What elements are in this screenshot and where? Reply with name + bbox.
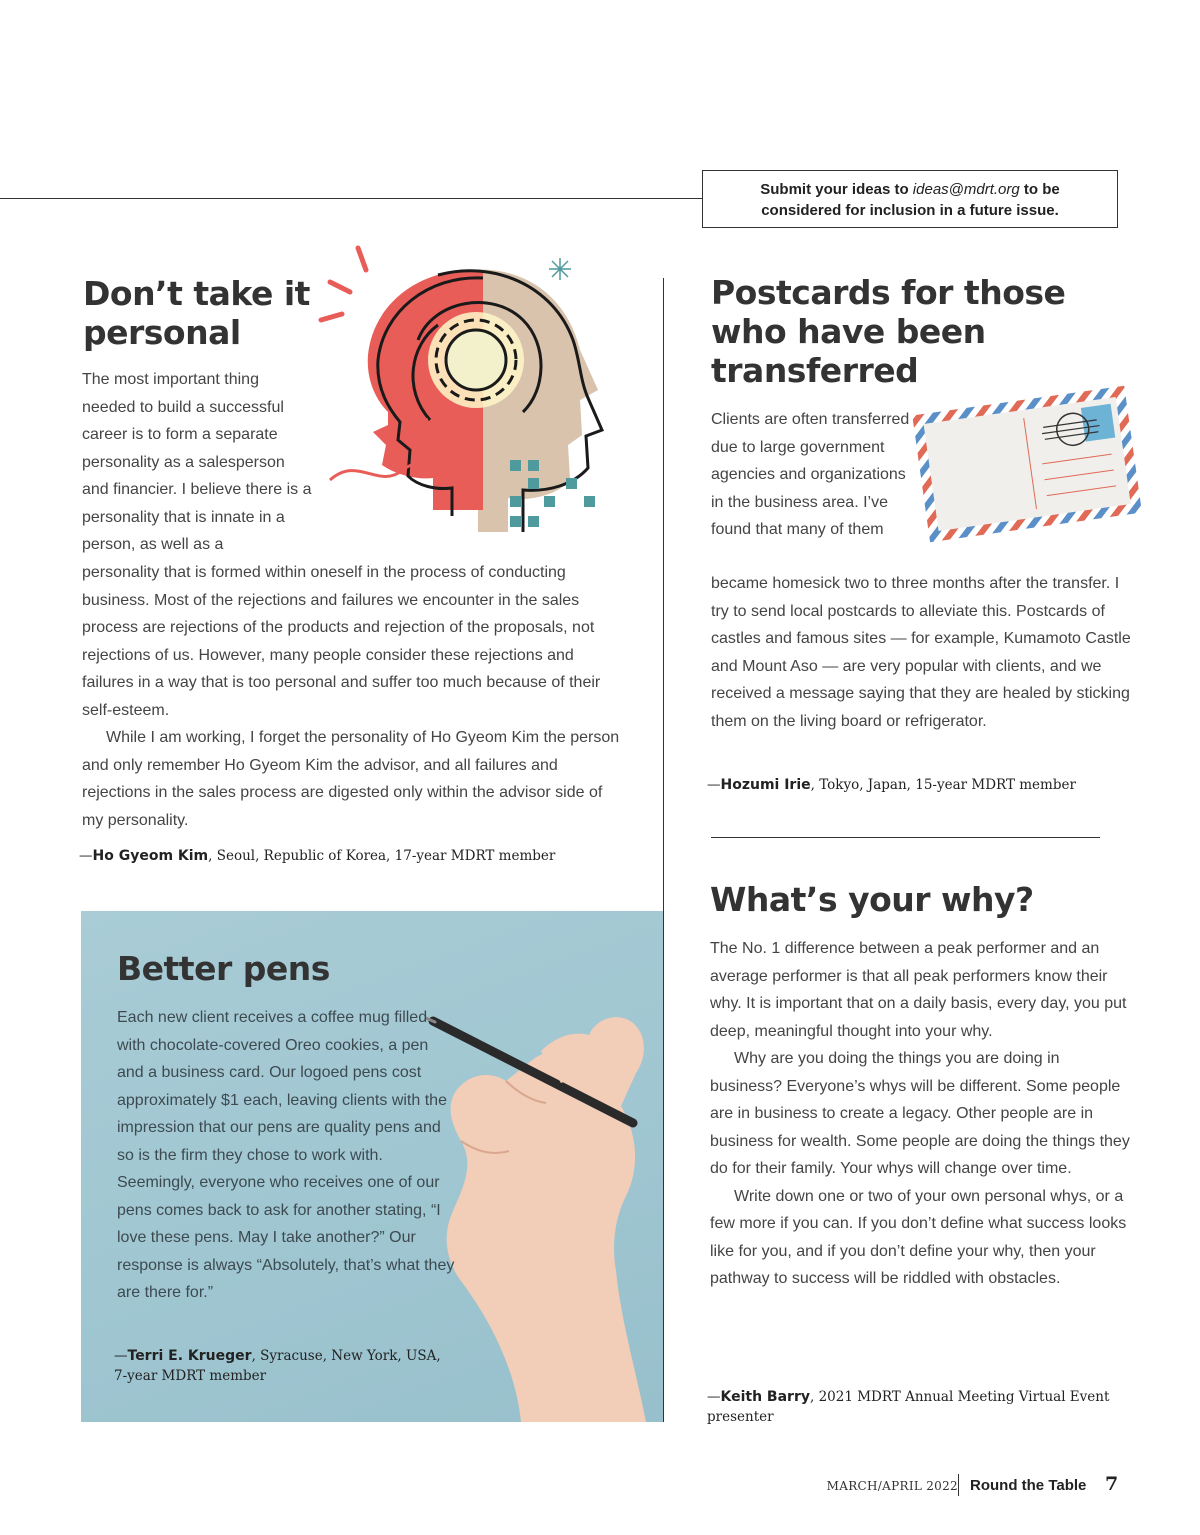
article2-body-top [711,406,911,544]
article1-paragraph-2: While I am working, I forget the personality of Ho Gyeom Kim the person and only remember Ho Gyeom Kim the advisor, and all failures and rejections in the sales process are digested only within the advisor side of my personality. [82,729,620,829]
article2-attribution: —Hozumi Irie, Tokyo, Japan, 15-year MDRT member [707,777,1076,793]
better-pens-panel [81,911,663,1422]
airmail-postcard-illustration [912,378,1142,548]
author-name: Keith Barry [720,1389,810,1405]
hand-holding-pen-illustration [421,991,661,1422]
article4-paragraph: Each new client receives a coffee mug filled with chocolate-covered Oreo cookies, a pen and a business card. Our logoed pens cost approximately $1 each, leaving clients with the impression that our pens are quality pens and so is the firm they chose to work with. Seemingly, everyone who receives one of our pens comes back to ask for another stating, “I love these pens. May I take another?” Our response is always “Absolutely, that’s what they are there for.” [117,1009,455,1301]
article3-attribution: —Keith Barry, 2021 MDRT Annual Meeting Virtual Event presenter [707,1389,1110,1425]
page-footer [800,1474,1120,1498]
top-rule [0,198,703,199]
article2-paragraph-bottom: became homesick two to three months after the transfer. I try to send local postcards to alleviate this. Postcards of castles and famous sites — for example, Kumamoto Castle and Mount Aso — are very popular with clients, and we received a message saying that they are healed by sticking them on the living board or refrigerator. [711,575,1131,730]
article1-body-top [82,366,312,559]
article-title-postcards: Postcards for those who have been transferred [711,273,1066,390]
issue-date: MARCH/APRIL 2022 [826,1479,958,1493]
submit-line-1: Submit your ideas to ideas@mdrt.org to be [760,181,1060,198]
article2-paragraph-top: Clients are often transferred due to large government agencies and organizations in the business area. I’ve found that many of them [711,411,910,538]
article4-body [117,1004,457,1307]
article1-body-bottom [82,559,622,834]
article4-attribution: —Terri E. Krueger, Syracuse, New York, USA, 7-year MDRT member [114,1348,441,1384]
article1-attribution: —Ho Gyeom Kim, Seoul, Republic of Korea, 17-year MDRT member [79,848,556,864]
article1-paragraph-1-bottom: personality that is formed within oneself in the process of conducting business. Most of the rejections and failures we encounter in the sales process are rejections of the products and rejection of the proposals, not rejections of us. However, many people consider these rejections and failures in a way that is too personal and suffer too much because of their self-esteem. [82,564,601,719]
article-title-whats-your-why: What’s your why? [710,880,1034,919]
column-divider [663,278,664,1422]
section-name: Round the Table [970,1477,1087,1494]
footer-separator [958,1474,959,1496]
article-title-dont-take-it-personal: Don’t take it personal [83,274,310,352]
article3-paragraph-1: The No. 1 difference between a peak performer and an average performer is that all peak performers know their why. It is important that on a daily basis, every day, you put deep, meaningful thought into your why. [710,940,1127,1040]
author-name: Terri E. Krueger [127,1348,252,1364]
submit-ideas-box [702,170,1118,228]
article-separator-rule [711,837,1100,838]
article3-paragraph-2: Why are you doing the things you are doing in business? Everyone’s whys will be different. Some people are in business to create a legacy. Other people are in business for wealth. Some people are doing the things they do for their family. Your whys will change over time. [710,1050,1130,1177]
head-gear-illustration [318,240,638,535]
author-name: Hozumi Irie [720,777,811,793]
submit-email[interactable]: ideas@mdrt.org [912,181,1020,198]
article1-paragraph-1-top: The most important thing needed to build a successful career is to form a separate personality as a salesperson and financier. I believe there is a personality that is innate in a person, as well as a [82,371,312,553]
article3-body [710,935,1130,1293]
article3-paragraph-3: Write down one or two of your own personal whys, or a few more if you can. If you don’t define what success looks like for you, and if you don’t define your why, then your pathway to success will be riddled with obstacles. [710,1187,1127,1287]
submit-line-2: considered for inclusion in a future issue. [761,202,1059,219]
article-title-better-pens: Better pens [117,949,330,988]
article2-body-bottom [711,570,1131,735]
page-number: 7 [1105,1473,1119,1495]
author-name: Ho Gyeom Kim [92,848,209,864]
